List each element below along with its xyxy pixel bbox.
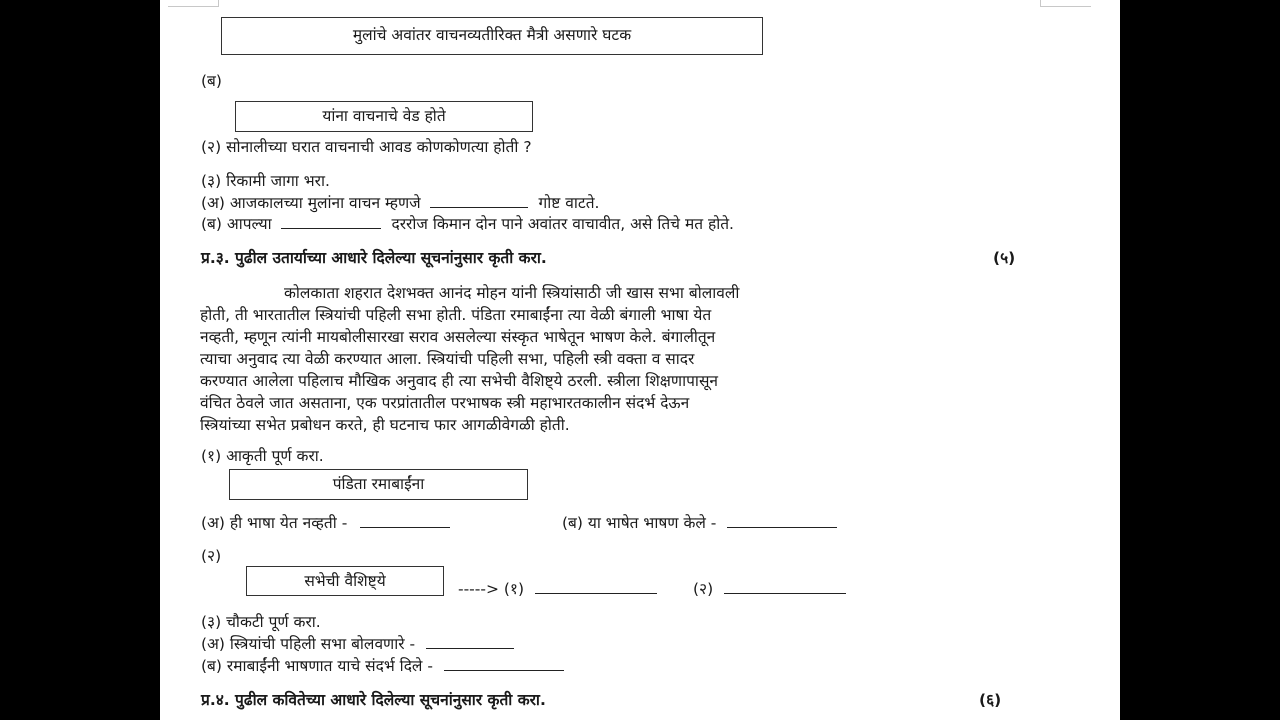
section-3-title: प्र.३. पुढील उतार्याच्या आधारे दिलेल्या सूचनांनुसार कृती करा. — [201, 249, 547, 267]
fill-blank[interactable] — [535, 579, 657, 594]
passage-line: होती, ती भारतातील स्त्रियांची पहिली सभा होती. पंडिता रमाबाईंना त्या वेळी बंगाली भाषा येत — [200, 306, 712, 324]
passage-line: वंचित ठेवले जात असताना, एक परप्रांतातील परभाषक स्त्री महाभारतकालीन संदर्भ देऊन — [200, 394, 690, 412]
section-4-marks: (६) — [979, 691, 1002, 709]
label-b: (ब) — [201, 72, 222, 90]
section-3-marks: (५) — [993, 249, 1016, 267]
passage-line: स्त्रियांच्या सभेत प्रबोधन करते, ही घटनाच फार आगळीवेगळी होती. — [200, 416, 570, 434]
task-3a-text: (अ) स्त्रियांची पहिली सभा बोलवणारे - — [201, 635, 416, 653]
question-3b-text: (ब) आपल्या — [201, 215, 272, 233]
question-3-title: (३) रिकामी जागा भरा. — [201, 172, 330, 190]
question-3b — [201, 214, 734, 234]
item-2-label: (२) — [693, 580, 714, 598]
crop-mark — [1040, 0, 1091, 7]
question-3a — [201, 193, 599, 213]
question-3a-text: (अ) आजकालच्या मुलांना वाचन म्हणजे — [201, 194, 421, 212]
crop-mark — [168, 0, 219, 7]
task-2-item-1 — [458, 579, 657, 599]
reading-passion-box — [235, 101, 533, 132]
pandita-ramabai-text: पंडिता रमाबाईंना — [332, 475, 425, 493]
task-2-item-2 — [693, 579, 846, 599]
task-1-title: (१) आकृती पूर्ण करा. — [201, 447, 324, 465]
task-3b — [201, 656, 564, 676]
fill-blank[interactable] — [444, 656, 564, 671]
friendship-factors-text: मुलांचे अवांतर वाचनव्यतीरिक्त मैत्री असणारे घटक — [352, 26, 632, 44]
question-3b-text-end: दररोज किमान दोन पाने अवांतर वाचावीत, असे तिचे मत होते. — [391, 215, 734, 233]
task-3-title: (३) चौकटी पूर्ण करा. — [201, 613, 321, 631]
meeting-features-box — [246, 566, 444, 596]
friendship-factors-box — [221, 17, 763, 55]
pandita-ramabai-box — [229, 469, 528, 500]
arrow-label: -----> (१) — [458, 580, 525, 598]
fill-blank[interactable] — [426, 634, 514, 649]
passage-line: त्याचा अनुवाद त्या वेळी करण्यात आला. स्त्रियांची पहिली सभा, पहिली स्त्री वक्ता व सादर — [200, 350, 695, 368]
fill-blank[interactable] — [727, 513, 837, 528]
passage-line: नव्हती, म्हणून त्यांनी मायबोलीसारखा सराव असलेल्या संस्कृत भाषेतून भाषण केले. बंगालीतून — [200, 328, 716, 346]
task-1a-text: (अ) ही भाषा येत नव्हती - — [201, 514, 348, 532]
worksheet-page — [160, 0, 1120, 720]
section-4-title: प्र.४. पुढील कवितेच्या आधारे दिलेल्या सूचनांनुसार कृती करा. — [201, 691, 546, 709]
task-2-label: (२) — [201, 547, 222, 565]
task-3a — [201, 634, 514, 654]
task-1a — [201, 513, 450, 533]
fill-blank[interactable] — [360, 513, 450, 528]
task-3b-text: (ब) रमाबाईंनी भाषणात याचे संदर्भ दिले - — [201, 657, 433, 675]
question-3a-text-end: गोष्ट वाटते. — [538, 194, 600, 212]
question-2: (२) सोनालीच्या घरात वाचनाची आवड कोणकोणत्या होती ? — [201, 138, 532, 156]
fill-blank[interactable] — [724, 579, 846, 594]
task-1b-text: (ब) या भाषेत भाषण केले - — [562, 514, 717, 532]
fill-blank[interactable] — [281, 214, 381, 229]
fill-blank[interactable] — [430, 193, 528, 208]
meeting-features-text: सभेची वैशिष्ट्ये — [304, 572, 386, 590]
passage-line: करण्यात आलेला पहिलाच मौखिक अनुवाद ही त्या सभेची वैशिष्ट्ये ठरली. स्त्रीला शिक्षणापासून — [200, 372, 719, 390]
passage-line: कोलकाता शहरात देशभक्त आनंद मोहन यांनी स्त्रियांसाठी जी खास सभा बोलावली — [284, 284, 740, 302]
task-1b — [562, 513, 837, 533]
reading-passion-text: यांना वाचनाचे वेड होते — [322, 107, 446, 125]
